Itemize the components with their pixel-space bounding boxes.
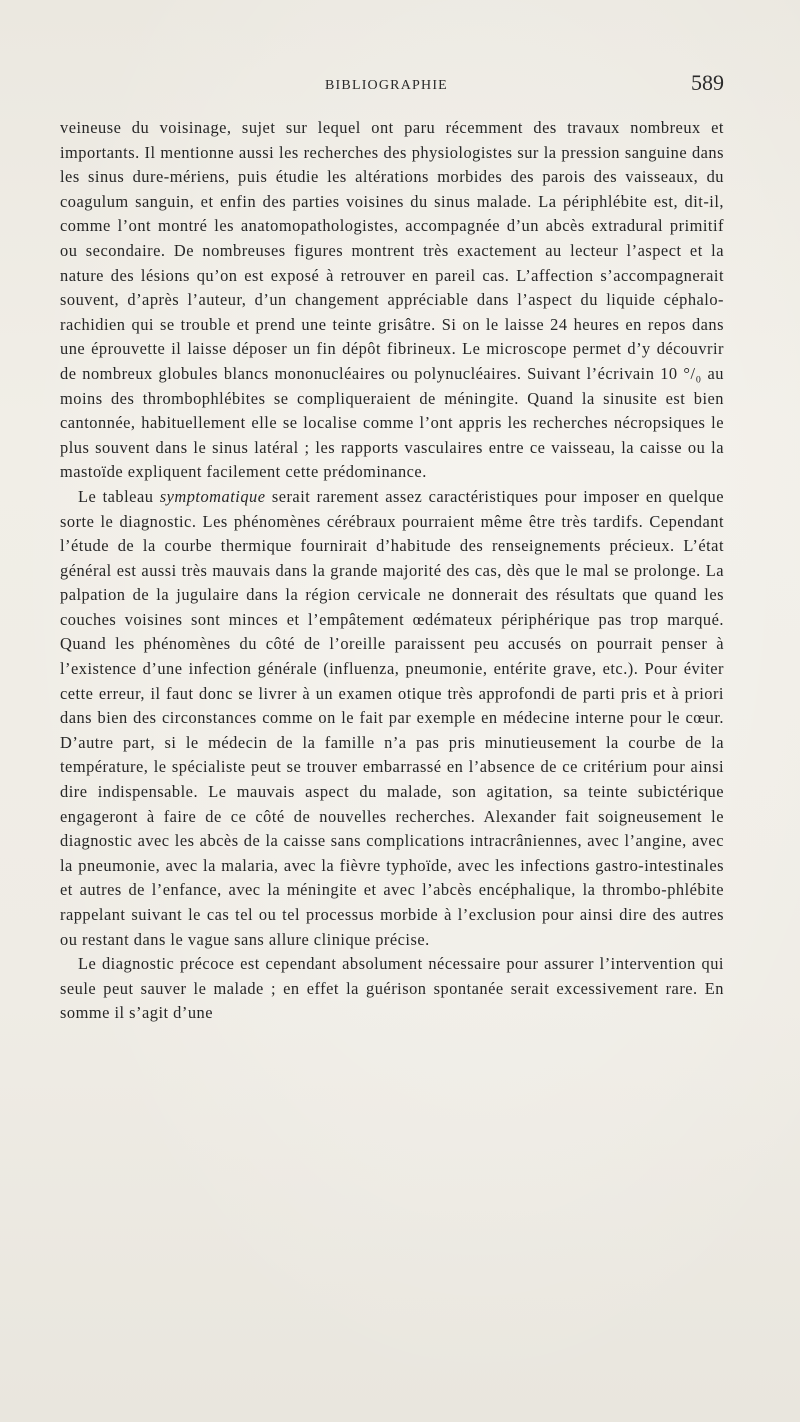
paragraph-text: serait rarement assez caractéristiques pour imposer en quelque sorte le diagnostic. Les phénomènes cérébraux pourraient même être très tardifs. Cependant l’étude de la courbe thermique fournirait d’habitude des renseignements précieux. L’état général est aussi très mauvais dans la grande majorité des cas, dès que le mal se prolonge. La palpation de la jugulaire dans la région cervicale ne donnerait des résultats que quand les couches voisines sont minces et l’empâtement œdémateux périphérique pas trop marqué. Quand les phénomènes du côté de l’oreille paraissent peu accusés on pourrait penser à l’existence d’une infection générale (influenza, pneumonie, entérite grave, etc.). Pour éviter cette erreur, il faut donc se livrer à un examen otique très approfondi de parti pris et à priori dans bien des circonstances comme on le fait par exemple en médecine interne pour le cœur. D’autre part, si le médecin de la famille n’a pas pris minutieusement la courbe de la température, le spécialiste peut se trouver embarrassé en l’absence de ce critérium pour ainsi dire indispensable. Le mauvais aspect du malade, son agitation, sa teinte subictérique engageront à faire de ce côté de nouvelles recherches. Alexander fait soigneusement le diagnostic avec les abcès de la caisse sans complications intracrâniennes, avec l’angine, avec la pneumonie, avec la malaria, avec la fièvre typhoïde, avec les infections gastro-intestinales et autres de l’enfance, avec la méningite et avec l’abcès encéphalique, la thrombo-phlébite rappelant suivant le cas tel ou tel processus morbide à l’exclusion pour ainsi dire des autres ou restant dans le vague sans allure clinique précise. bbox=[60, 486, 724, 949]
italic-term: symptomatique bbox=[159, 486, 266, 506]
paragraph-3 bbox=[60, 952, 724, 1026]
paragraph-text: veineuse du voisinage, sujet sur lequel ont paru récemment des travaux nombreux et importants. Il mentionne aussi les recherches des physiologistes sur la pression sanguine dans les sinus dure-mériens, puis étudie les altérations morbides des parois des vaisseaux, du coagulum sanguin, et enfin des parties voisines du sinus malade. La périphlébite est, dit-il, comme l’ont montré les anatomopathologistes, accompagnée d’un abcès extradural primitif ou secondaire. De nombreuses figures montrent très exactement au lecteur l’aspect et la nature des lésions qu’on est exposé à retrouver en pareil cas. L’affection s’accompagnerait souvent, d’après l’auteur, d’un changement appréciable dans l’aspect du liquide céphalo-rachidien qui se trouble et prend une teinte grisâtre. Si on le laisse 24 heures en repos dans une éprouvette il laisse déposer un fin dépôt fibrineux. Le microscope permet d’y découvrir de nombreux globules blancs mononucléaires ou polynucléaires. Suivant l’écrivain 10 °/₀ au moins des thrombophlébites se compliqueraient de méningite. Quand la sinusite est bien cantonnée, habituellement elle se localise comme l’ont appris les recherches nécropsiques le plus souvent dans le sinus latéral ; les rapports vasculaires entre ce vaisseau, la caisse ou la mastoïde expliquent facilement cette prédominance. bbox=[60, 118, 724, 482]
page-header bbox=[60, 70, 724, 104]
running-head: BIBLIOGRAPHIE bbox=[325, 78, 448, 93]
paragraph-2 bbox=[60, 485, 724, 952]
paragraph-text: Le diagnostic précoce est cependant absolument nécessaire pour assurer l’intervention qui seule peut sauver le malade ; en effet la guérison spontanée serait excessivement rare. En somme il s’agit d’une bbox=[60, 954, 724, 1023]
paragraph-text: Le tableau bbox=[78, 486, 160, 506]
body-text bbox=[60, 116, 724, 1026]
page-number: 589 bbox=[691, 70, 724, 95]
paragraph-1 bbox=[60, 116, 724, 485]
